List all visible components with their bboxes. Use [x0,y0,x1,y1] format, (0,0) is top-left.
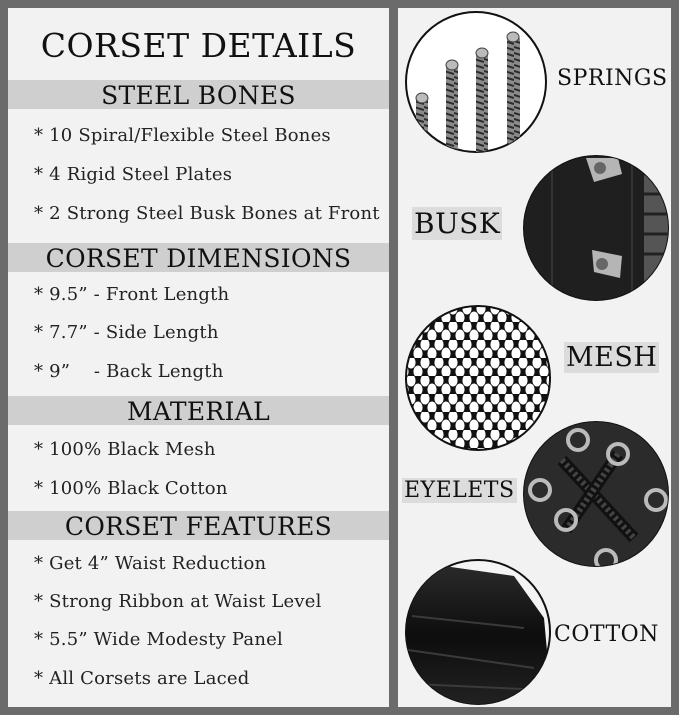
list-item: * All Corsets are Laced [34,668,250,689]
feature-label-busk: BUSK [414,207,501,240]
section-heading-material: MATERIAL [8,396,389,425]
list-item: * 4 Rigid Steel Plates [34,164,233,185]
list-item: * 5.5” Wide Modesty Panel [34,629,283,650]
feature-label-mesh: MESH [566,342,658,373]
list-item: * 9” - Back Length [34,361,224,382]
list-item: * Strong Ribbon at Waist Level [34,591,322,612]
busk-image [522,154,670,302]
page-title: CORSET DETAILS [40,26,357,65]
corset-details-panel [8,8,389,707]
list-item: * 2 Strong Steel Busk Bones at Front [34,203,380,224]
section-heading-corset-dimensions: CORSET DIMENSIONS [8,243,389,272]
springs-image [404,10,548,154]
feature-label-springs: SPRINGS [557,66,668,91]
feature-label-eyelets: EYELETS [404,478,515,503]
list-item: * 9.5” - Front Length [34,284,230,305]
eyelets-image [522,420,670,568]
list-item: * 7.7” - Side Length [34,322,219,343]
cotton-image [404,558,552,706]
list-item: * 100% Black Mesh [34,439,216,460]
section-heading-steel-bones: STEEL BONES [8,80,389,109]
list-item: * 100% Black Cotton [34,478,228,499]
list-item: * 10 Spiral/Flexible Steel Bones [34,125,331,146]
feature-label-cotton: COTTON [554,622,659,647]
features-panel [398,8,671,707]
section-heading-corset-features: CORSET FEATURES [8,511,389,540]
list-item: * Get 4” Waist Reduction [34,553,267,574]
